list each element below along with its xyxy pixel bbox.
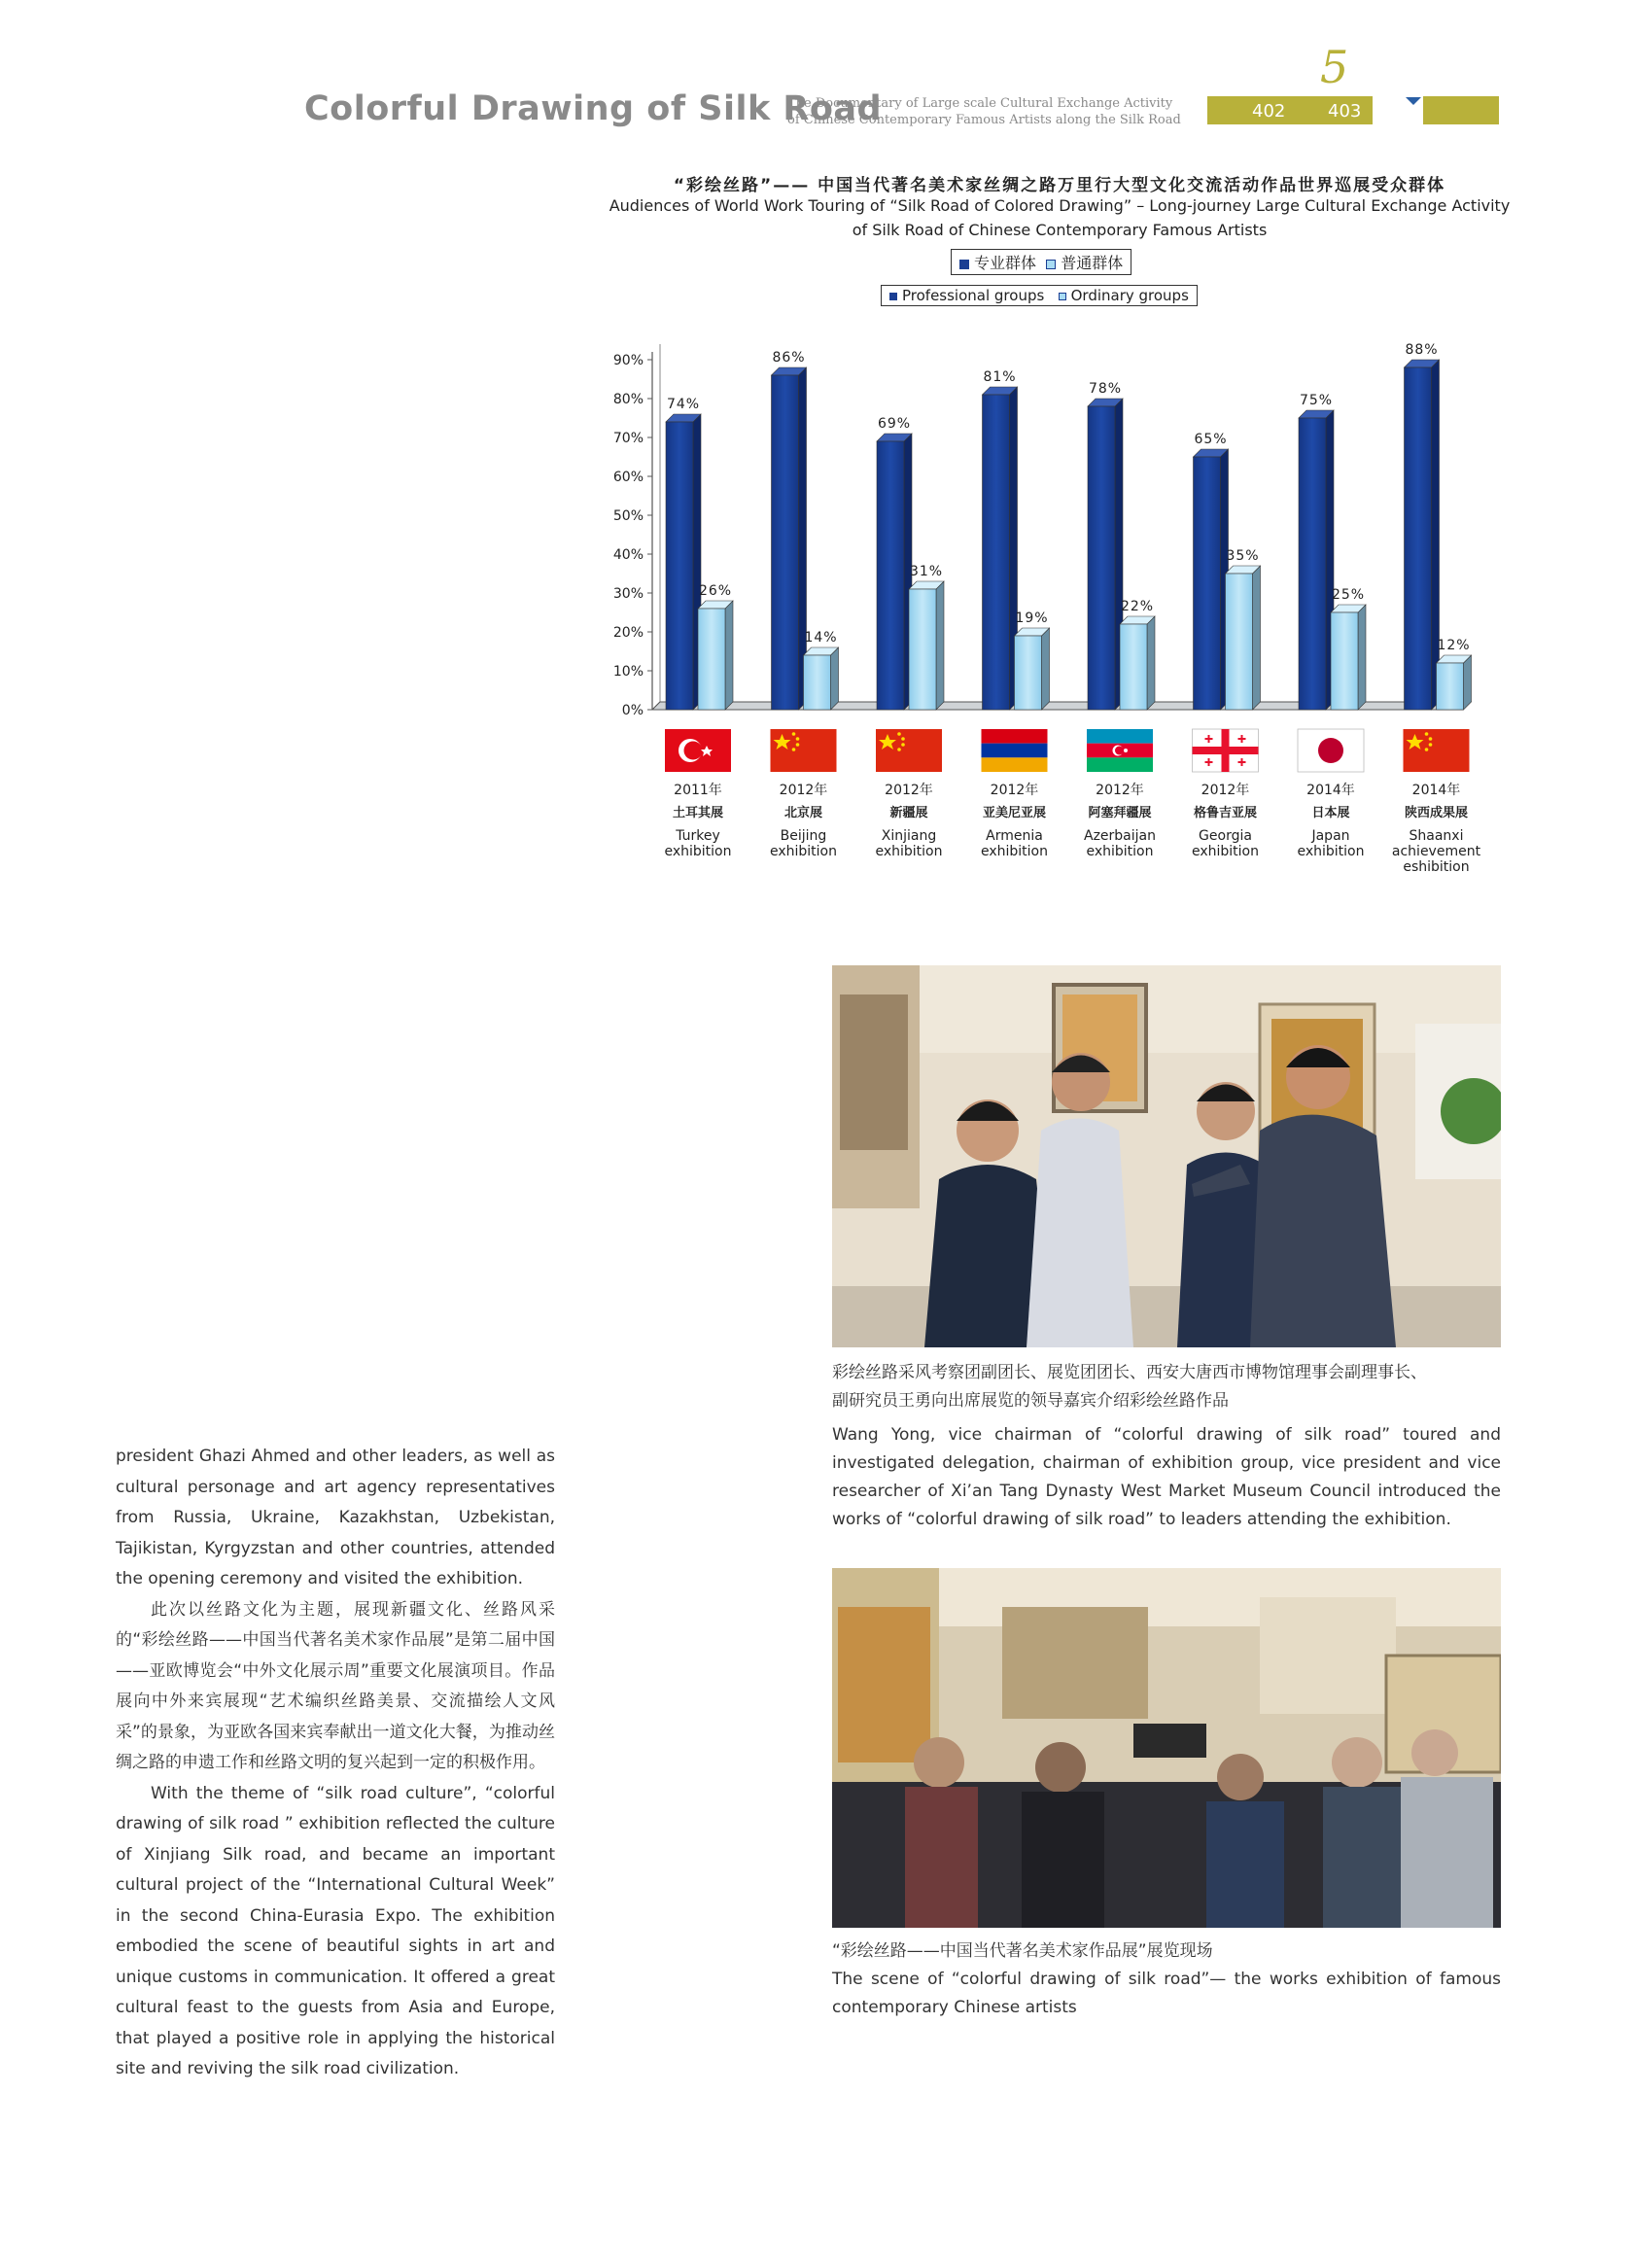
category-label-en: exhibition <box>1086 844 1154 859</box>
chart-title-en-line1: Audiences of World Work Touring of “Silk Road of Colored Drawing” – Long-journey Large Cultural Exchange Activity <box>609 196 1511 215</box>
bar-ordinary <box>698 609 725 710</box>
data-label: 69% <box>877 416 912 432</box>
bar-professional <box>983 395 1010 710</box>
chart-category-labels-group <box>664 782 1480 875</box>
category-label-zh: 阿塞拜疆展 <box>1088 806 1152 820</box>
page-number-left: 402 <box>1252 101 1286 122</box>
bar-side <box>831 647 839 710</box>
bar-ordinary <box>909 589 936 710</box>
flag-star-small <box>1429 737 1433 741</box>
flag-cross-horizontal <box>1193 747 1259 754</box>
y-tick-label: 30% <box>612 586 644 602</box>
data-label: 74% <box>666 397 701 412</box>
category-year: 2014年 <box>1306 783 1355 798</box>
y-tick-label: 80% <box>612 392 644 407</box>
category-label-en: Beijing <box>780 828 827 844</box>
bar-professional <box>666 422 693 710</box>
bar-professional <box>877 441 904 710</box>
header-marker-icon <box>1406 97 1421 105</box>
flag-field <box>876 729 942 772</box>
flag-stripe-orange <box>982 757 1048 772</box>
photo2-caption-zh: “彩绘丝路——中国当代著名美术家作品展”展览现场 <box>832 1941 1213 1961</box>
data-label: 75% <box>1299 393 1334 408</box>
category-label-en: Georgia <box>1199 828 1252 844</box>
data-label: 81% <box>983 369 1017 385</box>
category-label-zh: 日本展 <box>1311 806 1350 820</box>
flag-stripe-green <box>1087 757 1153 772</box>
bar-side <box>725 601 733 710</box>
legend-label-professional-en: Professional groups <box>902 287 1045 304</box>
bar-ordinary <box>1226 574 1253 710</box>
page-header-title: Colorful Drawing of Silk Road <box>304 89 883 128</box>
y-tick-label: 90% <box>612 353 644 368</box>
photo1-caption-zh-line1: 彩绘丝路采风考察团副团长、展览团团长、西安大唐西市博物馆理事会副理事长、 <box>832 1363 1427 1382</box>
legend-swatch-ordinary <box>1046 260 1056 269</box>
category-label-en: Japan <box>1311 828 1350 844</box>
data-label: 65% <box>1194 432 1228 447</box>
data-label: 86% <box>772 350 806 366</box>
data-label: 31% <box>909 564 944 579</box>
japan-flag <box>1298 729 1364 772</box>
photo1-caption-zh <box>832 1359 1513 1415</box>
header-subtitle-line1: The Documentary of Large scale Cultural Exchange Activity <box>787 96 1173 111</box>
category-label-en: exhibition <box>980 844 1049 859</box>
photo-leaders-at-exhibition <box>832 965 1501 1347</box>
bar-professional <box>1194 457 1221 710</box>
flag-small-cross <box>1208 758 1210 766</box>
legend-swatch-professional <box>889 293 897 300</box>
flag-small-cross <box>1208 735 1210 743</box>
y-tick-label: 50% <box>612 508 644 524</box>
flag-star-small <box>792 732 796 736</box>
body-paragraph-1: president Ghazi Ahmed and other leaders, as well as cultural personage and art agency representatives from Russia, Ukraine, Kazakhstan, Uzbekistan, Tajikistan, Kyrgyzstan and other countries, attended the opening ceremony and visited the exhibition. <box>116 1447 555 1588</box>
data-label: 12% <box>1437 638 1471 653</box>
turkey-flag <box>665 729 731 772</box>
photo1-caption-zh-line2: 副研究员王勇向出席展览的领导嘉宾介绍彩绘丝路作品 <box>832 1391 1229 1411</box>
armenia-flag <box>982 729 1048 772</box>
category-year: 2012年 <box>1201 783 1250 798</box>
flag-small-cross <box>1241 735 1243 743</box>
bar-side <box>1432 360 1440 710</box>
data-label: 78% <box>1088 381 1123 397</box>
legend-label-ordinary-zh: 普通群体 <box>1061 254 1124 272</box>
data-label: 35% <box>1226 548 1260 564</box>
china-flag <box>771 729 837 772</box>
flag-field <box>771 729 837 772</box>
body-paragraph-3: With the theme of “silk road culture”, “colorful drawing of silk road ” exhibition reflected the culture of Xinjiang Silk road, and became an important cultural project of the “International Cultural Week” in the second China-Eurasia Expo. The exhibition embodied the scene of beautiful sights in art and unique customs in communication. It offered a great cultural feast to the guests from Asia and Europe, that played a positive role in applying the historical site and reviving the silk road civilization. <box>116 1783 555 2078</box>
category-label-en: Shaanxi <box>1409 828 1464 844</box>
bar-ordinary <box>1437 663 1464 710</box>
flag-stripe-red <box>982 729 1048 744</box>
bar-professional <box>1405 367 1432 710</box>
legend-swatch-ordinary <box>1059 293 1066 300</box>
y-tick-label: 40% <box>612 547 644 563</box>
bar-ordinary <box>1120 624 1147 710</box>
flag-star-small <box>901 743 905 747</box>
y-tick-label: 60% <box>612 470 644 485</box>
category-year: 2014年 <box>1411 783 1461 798</box>
flag-star-small <box>1425 748 1429 751</box>
flag-small-cross <box>1241 758 1243 766</box>
data-label: 88% <box>1405 342 1439 358</box>
category-label-en: Armenia <box>986 828 1043 844</box>
flag-field <box>1404 729 1470 772</box>
chart-title-zh: “彩绘丝路”—— 中国当代著名美术家丝绸之路万里行大型文化交流活动作品世界巡展受众群体 <box>673 176 1446 195</box>
data-label: 26% <box>698 583 733 599</box>
flag-star <box>1124 749 1128 752</box>
body-text-column <box>116 1442 555 2085</box>
flag-star-small <box>796 737 800 741</box>
header-subtitle-line2: of Chinese Contemporary Famous Artists along the Silk Road <box>787 113 1181 127</box>
section-number: 5 <box>1320 41 1349 93</box>
category-label-zh: 格鲁吉亚展 <box>1193 806 1258 820</box>
data-label: 22% <box>1120 599 1155 614</box>
bar-ordinary <box>1015 636 1042 710</box>
category-year: 2011年 <box>674 783 722 798</box>
bar-ordinary <box>1331 612 1358 710</box>
flag-star-small <box>796 743 800 747</box>
category-label-en: Turkey <box>676 828 720 844</box>
china-flag <box>1404 729 1470 772</box>
photo-exhibition-scene <box>832 1568 1501 1928</box>
bar-side <box>1358 605 1366 710</box>
chart-legend-en <box>881 285 1198 306</box>
legend-swatch-professional <box>959 260 969 269</box>
bar-professional <box>1299 418 1326 710</box>
category-year: 2012年 <box>1096 783 1144 798</box>
category-year: 2012年 <box>885 783 933 798</box>
flag-star-small <box>1429 743 1433 747</box>
bar-professional <box>772 375 799 710</box>
category-label-en: Xinjiang <box>881 828 937 844</box>
y-tick-label: 70% <box>612 431 644 446</box>
bar-chart <box>583 331 1516 885</box>
georgia-flag <box>1193 729 1259 772</box>
category-label-en: exhibition <box>664 844 732 859</box>
category-label-en: exhibition <box>875 844 943 859</box>
category-label-en: eshibition <box>1403 859 1470 875</box>
flag-star-small <box>897 732 901 736</box>
flag-crescent-inner <box>1115 747 1124 755</box>
category-label-en: exhibition <box>1191 844 1260 859</box>
category-label-en: achievement <box>1391 844 1481 859</box>
category-label-zh: 北京展 <box>783 806 823 820</box>
y-tick-label: 10% <box>612 664 644 680</box>
data-label: 14% <box>804 630 838 646</box>
chart-bars-group <box>666 360 1472 710</box>
category-label-zh: 新疆展 <box>889 806 928 820</box>
flag-star-small <box>792 748 796 751</box>
flag-stripe-blue <box>1087 729 1153 744</box>
category-label-en: Azerbaijan <box>1084 828 1156 844</box>
chart-legend-zh <box>951 249 1131 275</box>
flag-crescent-inner <box>684 742 703 760</box>
flag-star-small <box>897 748 901 751</box>
page-header-subtitle <box>787 95 1181 128</box>
flag-stripe-blue <box>982 744 1048 758</box>
legend-label-professional-zh: 专业群体 <box>974 254 1037 272</box>
bar-side <box>1042 628 1050 710</box>
azerbaijan-flag <box>1087 729 1153 772</box>
category-label-en: exhibition <box>1297 844 1365 859</box>
y-tick-label: 20% <box>612 625 644 641</box>
data-label: 25% <box>1331 587 1366 603</box>
bar-professional <box>1088 406 1115 710</box>
category-label-en: exhibition <box>769 844 838 859</box>
flag-star-small <box>1425 732 1429 736</box>
category-label-zh: 陕西成果展 <box>1404 806 1469 820</box>
category-label-zh: 亚美尼亚展 <box>982 806 1047 820</box>
photo2-caption-en: The scene of “colorful drawing of silk road”— the works exhibition of famous contemporary Chinese artists <box>832 1970 1501 2017</box>
bar-side <box>1464 655 1472 710</box>
y-tick-label: 0% <box>621 703 644 718</box>
chart-title-en-line2: of Silk Road of Chinese Contemporary Famous Artists <box>852 221 1268 239</box>
flag-star-small <box>901 737 905 741</box>
data-label: 19% <box>1015 611 1049 626</box>
body-paragraph-2-zh: 此次以丝路文化为主题，展现新疆文化、丝路风采的“彩绘丝路——中国当代著名美术家作品展”是第二届中国——亚欧博览会“中外文化展示周”重要文化展演项目。作品展向中外来宾展现“艺术编织丝路美景、交流描绘人文风采”的景象，为亚欧各国来宾奉献出一道文化大餐，为推动丝绸之路的申遗工作和丝路文明的复兴起到一定的积极作用。 <box>116 1599 555 1772</box>
bar-ordinary <box>804 655 831 710</box>
flag-sun <box>1318 738 1343 763</box>
photo1-caption-en: Wang Yong, vice chairman of “colorful drawing of silk road” toured and investigated delegation, chairman of exhibition group, vice president and vice researcher of Xi’an Tang Dynasty West Market Museum Council introduced the works of “colorful drawing of silk road” to leaders attending the exhibition. <box>832 1425 1501 1529</box>
china-flag <box>876 729 942 772</box>
category-label-zh: 土耳其展 <box>672 806 724 820</box>
legend-label-ordinary-en: Ordinary groups <box>1070 287 1189 304</box>
chart-flags-group <box>665 729 1470 772</box>
page-number-right: 403 <box>1328 101 1362 122</box>
category-year: 2012年 <box>779 783 828 798</box>
bar-side <box>1147 616 1155 710</box>
category-year: 2012年 <box>990 783 1039 798</box>
bar-side <box>1253 566 1261 710</box>
bar-side <box>936 581 944 710</box>
